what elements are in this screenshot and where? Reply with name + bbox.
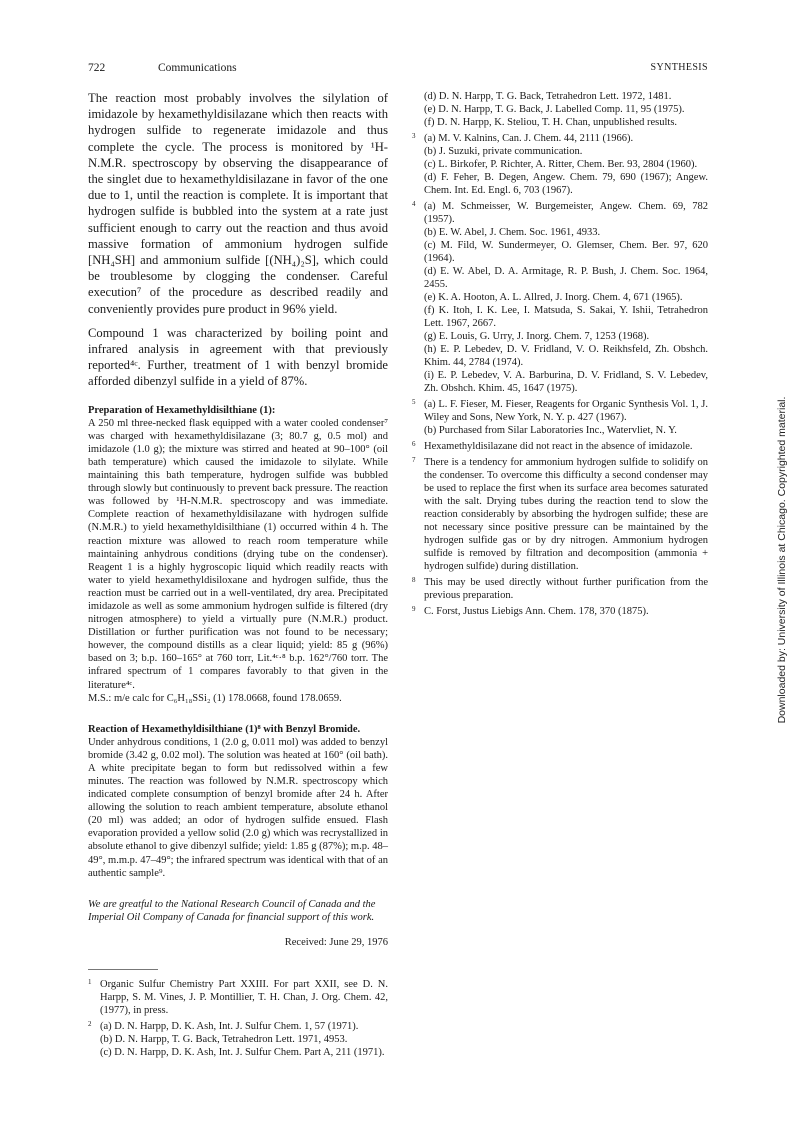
reference-entry: (c) L. Birkofer, P. Richter, A. Ritter, Chem. Ber. 93, 2804 (1960). — [424, 159, 698, 170]
reference-entry: (a) M. Schmeisser, W. Burgemeister, Angew. Chem. 69, 782 (1957). — [424, 201, 708, 225]
reference-entry: (g) E. Louis, G. Urry, J. Inorg. Chem. 7, 1253 (1968). — [424, 331, 650, 342]
reference-number: 4 — [412, 200, 416, 208]
footnotes-left — [88, 978, 388, 1062]
mass-spec-line: M.S.: m/e calc for C₆H₁₈SSi₂ (1) 178.0668, found 178.0659. — [88, 692, 342, 704]
reference-item — [88, 1020, 388, 1059]
reference-item — [412, 440, 708, 453]
reference-entry: (d) F. Feher, B. Degen, Angew. Chem. 79, 690 (1967); Angew. Chem. Int. Ed. Engl. 6, 703 (1967). — [424, 172, 708, 196]
reference-number: 6 — [412, 440, 416, 448]
running-header — [88, 62, 708, 78]
reference-entry: (b) E. W. Abel, J. Chem. Soc. 1961, 4933. — [424, 227, 601, 238]
reference-entry: This may be used directly without further purification from the previous preparation. — [424, 577, 708, 601]
reference-item — [412, 132, 708, 197]
reference-entry: (i) E. P. Lebedev, V. A. Barburina, D. V. Fridland, S. V. Lebedev, Zh. Obshch. Khim. 45, 1647 (1975). — [424, 370, 708, 394]
reference-entry: (b) D. N. Harpp, T. G. Back, Tetrahedron Lett. 1971, 4953. — [100, 1033, 348, 1045]
reference-entry: Hexamethyldisilazane did not react in the absence of imidazole. — [424, 441, 693, 452]
reference-item — [412, 398, 708, 437]
reference-entry: (f) K. Itoh, I. K. Lee, I. Matsuda, S. Sakai, Y. Ishii, Tetrahedron Lett. 1967, 2667. — [424, 305, 708, 329]
reference-entry: (d) D. N. Harpp, T. G. Back, Tetrahedron Lett. 1972, 1481. — [424, 91, 672, 102]
received-date: Received: June 29, 1976 — [284, 936, 388, 948]
reference-number: 5 — [412, 398, 416, 406]
reference-entry: (a) D. N. Harpp, D. K. Ash, Int. J. Sulfur Chem. 1, 57 (1971). — [100, 1020, 359, 1032]
preparation-text: A 250 ml three-necked flask equipped with a water cooled condenser⁷ was charged with hexamethyldisilazane (3; 80.7 g, 0.5 mol) and imidazole (1.0 g); the mixture was stirred and heated at 90–100° (oil bath temperature) which caused the imidazole to silylate. While maintaining this bath temperature, hydrogen sulfide was bubbled through slowly but continuously to prevent back pressure. The reaction was followed by ¹H-N.M.R. spectroscopy and was immediate. Complete reaction of hexamethyldisilazane with hydrogen sulfide (N.M.R.) to yield hexamethyldisilthiane (1) occurred within 4 h. The reaction mixture was allowed to reach room temperature while maintaining anhydrous conditions (drying tube on the condenser). Reagent 1 is a highly hygroscopic liquid which readily reacts with water to yield hexamethyldisiloxane and hydrogen sulfide, thus the reaction must be carried out in a well-ventilated, dry area. Precipitated imidazole as well as some ammonium hydrogen sulfide is filtered (dry nitrogen atmosphere) to yield a virtually pure (N.M.R.) product. Distillation or further purification was not found to be necessary; however, the compound distills as a clear liquid; yield: 85 g (96%) based on 3; b.p. 160–165° at 760 torr, Lit.⁴ᶜ·⁸ b.p. 162°/760 torr. The infrared spectrum of 1 compares favorably to that given in the literature⁴ᶜ. — [88, 417, 388, 691]
reference-entry: Organic Sulfur Chemistry Part XXIII. For part XXII, see D. N. Harpp, S. M. Vines, J. P. Montillier, T. H. Chan, J. Org. Chem. 42, (1977), in press. — [100, 978, 388, 1016]
body-paragraph-1: The reaction most probably involves the silylation of imidazole by hexamethyldisilazane which then reacts with hydrogen sulfide to regenerate imidazole and thus complete the cycle. The process is monitored by ¹H-N.M.R. spectroscopy by observing the disappearance of the singlet due to hexamethyldisilazane in favor of the one due to 1, until the reaction is complete. It is important that hydrogen sulfide is bubbled into the system at a rate just sufficient enough to carry out the reaction and thus avoid massive formation of ammonium hydrogen sulfide [NH₄SH] and ammonium sulfide [(NH₄)₂S], which could be troublesome by clogging the condenser. Careful execution⁷ of the procedure as described readily and conveniently provides pure product in 96% yield. — [88, 91, 388, 316]
reference-entry: C. Forst, Justus Liebigs Ann. Chem. 178, 370 (1875). — [424, 606, 649, 617]
reference-number: 8 — [412, 576, 416, 584]
reference-entry: (e) K. A. Hooton, A. L. Allred, J. Inorg. Chem. 4, 671 (1965). — [424, 292, 683, 303]
reaction-text: Under anhydrous conditions, 1 (2.0 g, 0.011 mol) was added to benzyl bromide (3.42 g, 0.02 mol). The solution was heated at 160° (oil bath). A white precipitate began to form but redissolved within a few minutes. The reaction was followed by N.M.R. spectroscopy which indicated complete consumption of benzyl bromide after 24 h. After allowing the solution to reach ambient temperature, absolute ethanol (20 ml) was added; an odor of hydrogen sulfide ensued. Flash evaporation provided a yellow solid (2.0 g) which was recrystallized in absolute ethanol to give dibenzyl sulfide; yield: 1.85 g (87%); m.p. 48–49°, m.m.p. 47–49°; the infrared spectrum was identical with that of an authentic sample⁹. — [88, 736, 388, 879]
reference-number: 2 — [88, 1019, 92, 1028]
download-note-text: Downloaded by: University of Illinois at Chicago. Copyrighted material. — [776, 396, 788, 724]
footnote-rule — [88, 969, 158, 970]
reference-number: 1 — [88, 977, 92, 986]
body-paragraph-2: Compound 1 was characterized by boiling point and infrared analysis in agreement with that previously reported⁴ᶜ. Further, treatment of 1 with benzyl bromide afforded dibenzyl sulfide in a yield of 87%. — [88, 325, 388, 389]
right-column — [412, 90, 708, 621]
reference-entry: (b) Purchased from Silar Laboratories Inc., Watervliet, N. Y. — [424, 425, 677, 436]
reference-item — [412, 200, 708, 395]
reference-item — [412, 576, 708, 602]
reference-item — [88, 978, 388, 1017]
acknowledgement: We are greatful to the National Research Council of Canada and the Imperial Oil Company of Canada for financial support of this work. — [88, 898, 376, 923]
reference-entry: (h) E. P. Lebedev, D. V. Fridland, V. O. Reikhsfeld, Zh. Obshch. Khim. 44, 2784 (1974). — [424, 344, 708, 368]
reference-entry: (a) M. V. Kalnins, Can. J. Chem. 44, 2111 (1966). — [424, 133, 634, 144]
reaction-heading: Reaction of Hexamethyldisilthiane (1)⁸ with Benzyl Bromide. — [88, 723, 361, 735]
page-number: 722 — [88, 62, 106, 74]
section-title: Communications — [158, 62, 237, 74]
journal-name: SYNTHESIS — [650, 62, 708, 73]
reference-item — [412, 605, 708, 618]
reference-entry: (c) M. Fild, W. Sundermeyer, O. Glemser, Chem. Ber. 97, 620 (1964). — [424, 240, 708, 264]
reference-entry: (b) J. Suzuki, private communication. — [424, 146, 583, 157]
left-column — [88, 90, 388, 1062]
reference-number: 9 — [412, 605, 416, 613]
reference-number: 7 — [412, 456, 416, 464]
reference-item — [412, 90, 708, 129]
reference-entry: (a) L. F. Fieser, M. Fieser, Reagents for Organic Synthesis Vol. 1, J. Wiley and Sons, New York, N. Y. p. 427 (1967). — [424, 399, 708, 423]
reference-entry: (c) D. N. Harpp, D. K. Ash, Int. J. Sulfur Chem. Part A, 211 (1971). — [100, 1046, 385, 1058]
reference-entry: (f) D. N. Harpp, K. Steliou, T. H. Chan, unpublished results. — [424, 117, 678, 128]
reference-number: 3 — [412, 132, 416, 140]
reference-item — [412, 456, 708, 573]
reference-entry: (e) D. N. Harpp, T. G. Back, J. Labelled Comp. 11, 95 (1975). — [424, 104, 685, 115]
references-list — [412, 90, 708, 621]
reference-entry: There is a tendency for ammonium hydrogen sulfide to solidify on the condenser. To overcome this difficulty a second condenser may be used to replace the first when its surface area becomes saturated with the salt. Drying tubes during the reaction tend to slow the reaction considerably by absorbing the hydrogen sulfide; these are not necessary since positive pressure can be maintained by the hydrogen sulfide gas or by dry nitrogen. Ammonium hydrogen sulfide is removed by filtration and decomposition (ammonia + hydrogen sulfide) during distillation. — [424, 457, 708, 572]
preparation-heading: Preparation of Hexamethyldisilthiane (1): — [88, 404, 276, 416]
reference-entry: (d) E. W. Abel, D. A. Armitage, R. P. Bush, J. Chem. Soc. 1964, 2455. — [424, 266, 708, 290]
